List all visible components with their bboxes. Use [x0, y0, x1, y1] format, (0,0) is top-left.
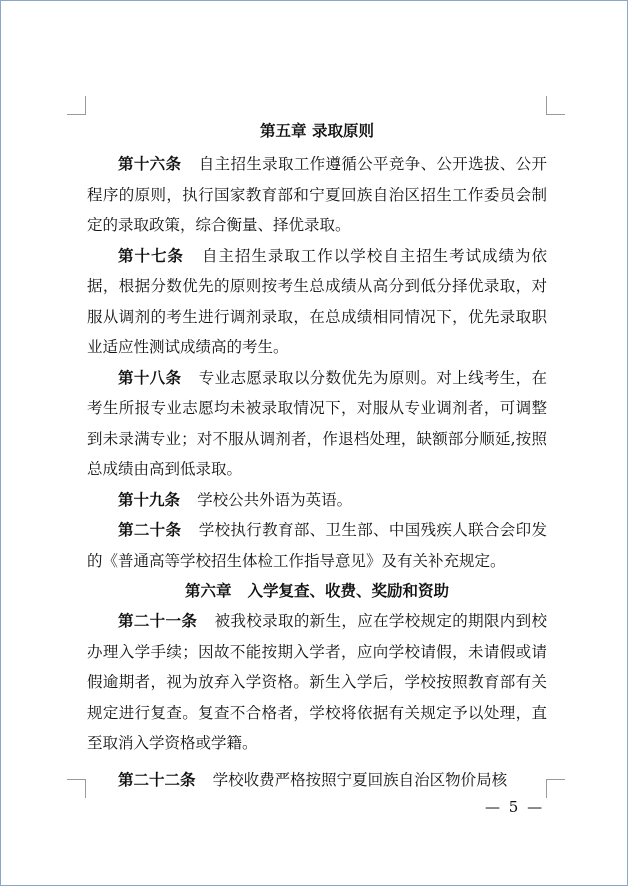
article-21	[87, 606, 547, 759]
article-20	[87, 515, 547, 576]
crop-mark-top-left	[67, 96, 86, 115]
article-text: 自主招生录取工作遵循公平竞争、公开选拔、公开程序的原则，执行国家教育部和宁夏回族自治区招生工作委员会制定的录取政策，综合衡量、择优录取。	[87, 155, 547, 234]
article-text: 学校收费严格按照宁夏回族自治区物价局核	[212, 770, 508, 789]
chapter-label: 第六章	[184, 582, 232, 600]
chapter-heading-5	[87, 113, 547, 149]
chapter-heading-6	[87, 576, 547, 606]
article-text: 学校公共外语为英语。	[197, 490, 353, 509]
article-text: 学校执行教育部、卫生部、中国残疾人联合会印发的《普通高等学校招生体检工作指导意见》及有关补充规定。	[87, 521, 547, 570]
crop-mark-bottom-right	[546, 779, 565, 798]
article-22	[87, 765, 547, 796]
page-number: — 5 —	[485, 798, 545, 816]
article-label: 第二十条	[118, 521, 182, 539]
article-label: 第十七条	[118, 246, 184, 265]
article-label: 第二十二条	[118, 770, 196, 789]
article-18	[87, 363, 547, 485]
chapter-title: 入学复查、收费、奖励和资助	[247, 582, 450, 600]
article-19	[87, 485, 547, 516]
article-label: 第十九条	[118, 490, 181, 509]
chapter-title: 录取原则	[311, 122, 374, 140]
article-text: 被我校录取的新生，应在学校规定的期限内到校办理入学手续；因故不能按期入学者，应向学校请假，未请假或请假逾期者，视为放弃入学资格。新生入学后，学校按照教育部有关规定进行复查。复查不合格者，学校将依据有关规定予以处理，直至取消入学资格或学籍。	[87, 612, 547, 752]
article-text: 自主招生录取工作以学校自主招生考试成绩为依据，根据分数优先的原则按考生总成绩从高分到低分择优录取，对服从调剂的考生进行调剂录取，在总成绩相同情况下，优先录取职业适应性测试成绩高的考生。	[87, 246, 547, 356]
article-text: 专业志愿录取以分数优先为原则。对上线考生，在考生所报专业志愿均未被录取情况下，对服从专业调剂者，可调整到未录满专业；对不服从调剂者，作退档处理，缺额部分顺延,按照总成绩由高到低录取。	[87, 368, 547, 478]
crop-mark-top-right	[546, 96, 565, 115]
article-17	[87, 241, 547, 363]
chapter-label: 第五章	[260, 122, 307, 140]
article-label: 第二十一条	[118, 612, 198, 630]
article-16	[87, 149, 547, 241]
document-body	[87, 113, 547, 795]
crop-mark-bottom-left	[67, 779, 86, 798]
article-label: 第十八条	[118, 368, 182, 387]
article-label: 第十六条	[118, 155, 182, 173]
